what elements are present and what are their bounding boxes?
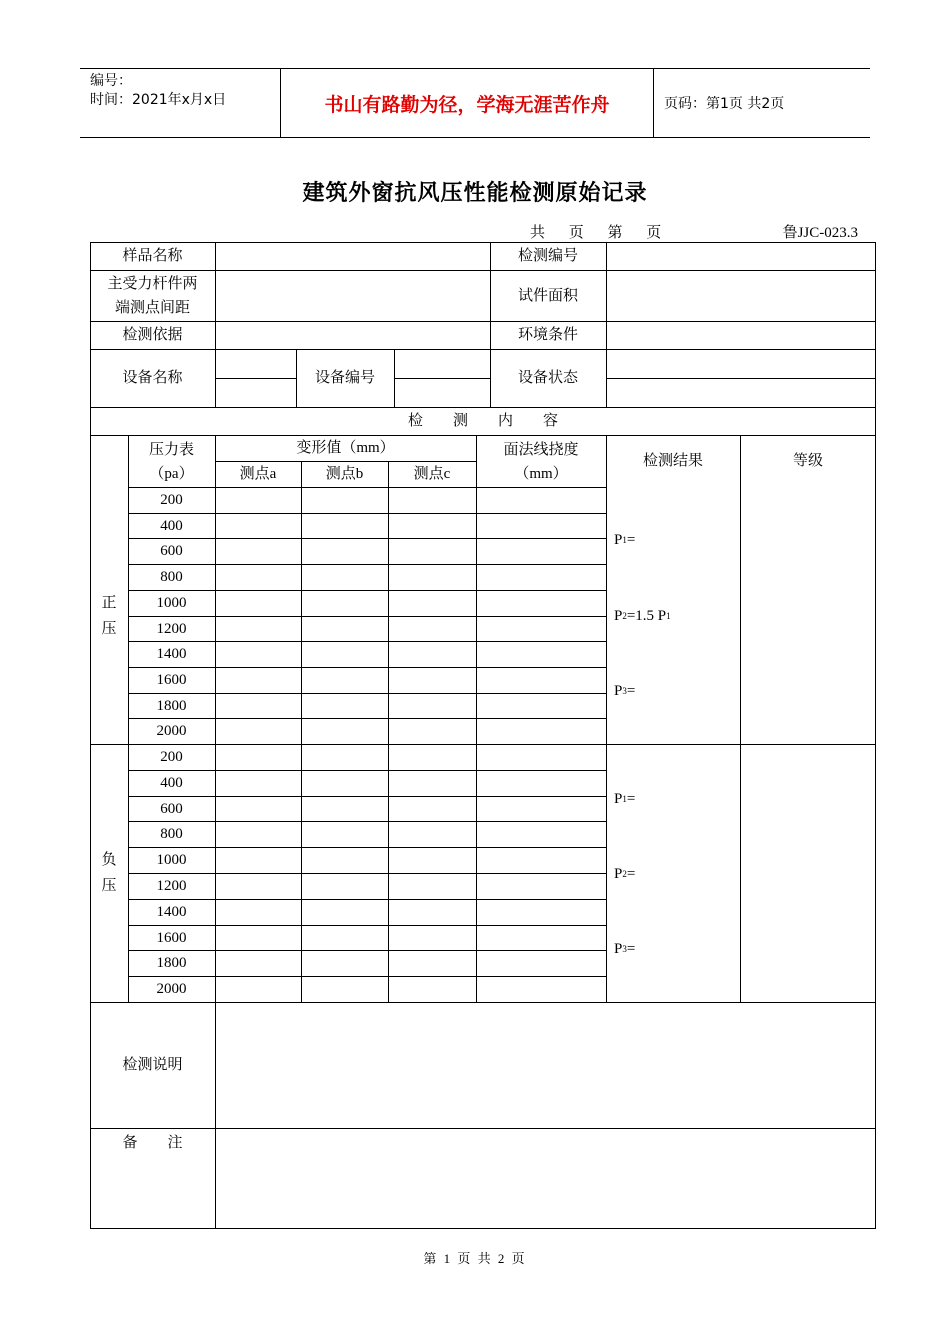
page-info: 共 页 第 页	[530, 225, 666, 241]
negative-pressure-value: 200	[160, 749, 183, 765]
positive-pressure-value: 200	[160, 492, 183, 508]
negative-p2: P 2 =	[614, 866, 636, 882]
positive-pressure-value: 1400	[156, 646, 187, 662]
deflection-header: 面法线挠度 （mm）	[503, 442, 579, 482]
positive-pressure-value: 400	[160, 518, 183, 534]
header-motto: 书山有路勤为径，学海无涯苦作舟	[281, 69, 654, 137]
page-footer: 第 1 页 共 2 页	[423, 1251, 527, 1266]
negative-p1: P 1 =	[614, 791, 636, 807]
negative-pressure-value: 800	[160, 826, 183, 842]
negative-pressure-value: 1000	[156, 852, 187, 868]
negative-pressure-value: 1800	[156, 955, 187, 971]
test-no-label: 检测编号	[517, 248, 578, 264]
remarks-label: 备 注	[122, 1135, 183, 1151]
negative-pressure-value: 400	[160, 775, 183, 791]
basis-label: 检测依据	[122, 327, 183, 343]
positive-p3: P 3 =	[614, 683, 636, 699]
specimen-area-label: 试件面积	[517, 287, 578, 304]
point-b-header: 测点b	[325, 466, 364, 482]
equipment-no-label: 设备编号	[314, 370, 375, 386]
positive-p2: P 2 =1.5 P 1	[614, 608, 671, 624]
record-table	[90, 242, 876, 1229]
environment-label: 环境条件	[517, 327, 578, 343]
negative-pressure-value: 2000	[156, 981, 187, 997]
document-title: 建筑外窗抗风压性能检测原始记录	[302, 181, 648, 206]
positive-pressure-value: 800	[160, 569, 183, 585]
page-header	[80, 68, 870, 138]
time-label: 时间：2021年x月x日	[90, 92, 227, 108]
content-heading: 检 测 内 容	[407, 413, 558, 429]
positive-pressure-label: 正 压	[101, 594, 117, 637]
gauge-header: 压力表 （pa）	[148, 442, 194, 482]
sample-name-label: 样品名称	[122, 248, 183, 264]
span-label: 主受力杆件两 端测点间距	[107, 276, 198, 316]
positive-pressure-value: 600	[160, 543, 183, 559]
equipment-state-label: 设备状态	[517, 370, 578, 386]
form-number: 鲁JJC-023.3	[782, 225, 858, 241]
negative-p3: P 3 =	[614, 941, 636, 957]
deform-header: 变形值（mm）	[296, 440, 395, 456]
header-page-code: 页码：第1页 共2页	[664, 96, 785, 112]
negative-pressure-value: 1600	[156, 930, 187, 946]
header-meta	[80, 69, 281, 137]
positive-pressure-value: 1200	[156, 621, 187, 637]
positive-pressure-value: 1800	[156, 698, 187, 714]
positive-pressure-value: 2000	[156, 723, 187, 739]
positive-pressure-value: 1000	[156, 595, 187, 611]
equipment-name-label: 设备名称	[122, 370, 183, 386]
positive-p1: P 1 =	[614, 532, 636, 548]
negative-pressure-value: 1400	[156, 904, 187, 920]
negative-pressure-label: 负 压	[101, 852, 117, 894]
result-header: 检测结果	[642, 453, 703, 469]
test-notes-label: 检测说明	[122, 1057, 183, 1073]
positive-pressure-value: 1600	[156, 672, 187, 688]
grade-header: 等级	[792, 453, 823, 469]
point-c-header: 测点c	[413, 466, 451, 482]
number-label: 编号：	[90, 73, 132, 89]
negative-pressure-value: 1200	[156, 878, 187, 894]
negative-pressure-value: 600	[160, 801, 183, 817]
point-a-header: 测点a	[239, 466, 277, 482]
